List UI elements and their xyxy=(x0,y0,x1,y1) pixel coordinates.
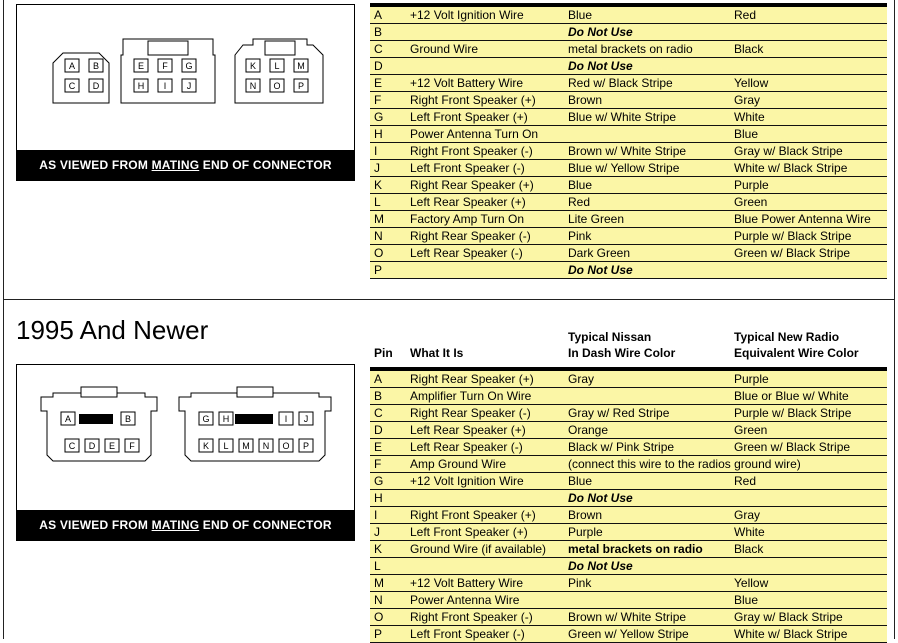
function-cell: Amplifier Turn On Wire xyxy=(410,389,532,403)
connector-drawing-1995-newer xyxy=(17,365,356,512)
function-cell: Factory Amp Turn On xyxy=(410,212,525,226)
table-row xyxy=(370,245,887,262)
do-not-use-cell: Do Not Use xyxy=(568,25,633,39)
connector-pin xyxy=(279,412,293,425)
table-row xyxy=(370,609,887,626)
connector-pin xyxy=(279,439,293,452)
table-row xyxy=(370,405,887,422)
radio-color-cell: Green w/ Black Stripe xyxy=(734,440,851,454)
table-row xyxy=(370,626,887,643)
table-row xyxy=(370,473,887,490)
pin-cell: B xyxy=(374,25,383,39)
pin-cell: O xyxy=(374,246,384,260)
radio-color-cell: Yellow xyxy=(734,576,769,590)
nissan-color-cell: Gray w/ Red Stripe xyxy=(568,406,670,420)
connector-pin xyxy=(125,439,139,452)
table-row xyxy=(370,524,887,541)
nissan-color-cell: Brown w/ White Stripe xyxy=(568,610,687,624)
caption-prefix: AS VIEWED FROM xyxy=(39,518,149,532)
nissan-color-cell: Orange xyxy=(568,423,609,437)
table-row xyxy=(370,109,887,126)
table-row xyxy=(370,7,887,24)
pin-label: C xyxy=(68,441,76,451)
header-radio-line1: Typical New Radio xyxy=(734,330,840,344)
pin-label: L xyxy=(274,61,280,71)
table-row xyxy=(370,58,887,75)
connector-pin xyxy=(294,79,308,92)
nissan-color-cell: Red xyxy=(568,195,591,209)
section-title: 1995 And Newer xyxy=(16,315,209,345)
connector-pin xyxy=(294,59,308,72)
nissan-color-cell: metal brackets on radio xyxy=(568,42,693,56)
radio-color-cell: White w/ Black Stripe xyxy=(734,161,848,175)
function-cell: Power Antenna Turn On xyxy=(410,127,539,141)
radio-color-cell: White xyxy=(734,110,765,124)
function-cell: Left Front Speaker (+) xyxy=(410,525,528,539)
table-row xyxy=(370,262,887,279)
pin-cell: L xyxy=(374,195,381,209)
note-cell: (connect this wire to the radios ground wire) xyxy=(568,457,801,471)
pin-cell: L xyxy=(374,559,381,573)
connector-pin xyxy=(219,412,233,425)
table-row xyxy=(370,160,887,177)
function-cell: Left Rear Speaker (-) xyxy=(410,440,523,454)
connector-pin xyxy=(246,59,260,72)
connector-pin xyxy=(158,79,172,92)
radio-color-cell: Gray xyxy=(734,508,761,522)
connector-pin xyxy=(182,59,196,72)
radio-color-cell: Green w/ Black Stripe xyxy=(734,246,851,260)
nissan-color-cell: Black w/ Pink Stripe xyxy=(568,440,675,454)
nissan-color-cell: Green w/ Yellow Stripe xyxy=(568,627,689,641)
caption-suffix: END OF CONNECTOR xyxy=(202,158,332,172)
table-header xyxy=(370,329,887,367)
connector-caption xyxy=(17,150,354,180)
pin-label: F xyxy=(162,61,168,71)
table-row xyxy=(370,75,887,92)
connector-pin xyxy=(259,439,273,452)
pin-cell: C xyxy=(374,42,383,56)
connector-pin xyxy=(105,439,119,452)
table-row xyxy=(370,371,887,388)
header-nissan-line1: Typical Nissan xyxy=(568,330,652,344)
pin-cell: O xyxy=(374,610,384,624)
table-body xyxy=(370,371,887,643)
radio-color-cell: Gray xyxy=(734,93,761,107)
radio-color-cell: Green xyxy=(734,423,768,437)
pin-label: N xyxy=(249,81,257,91)
pin-label: O xyxy=(282,441,290,451)
nissan-color-cell: Blue w/ White Stripe xyxy=(568,110,677,124)
connector-pin xyxy=(89,79,103,92)
pin-cell: E xyxy=(374,76,383,90)
radio-color-cell: Purple xyxy=(734,178,769,192)
radio-color-cell: Red xyxy=(734,474,757,488)
do-not-use-cell: Do Not Use xyxy=(568,491,633,505)
nissan-color-cell: Pink xyxy=(568,576,592,590)
pin-cell: G xyxy=(374,110,384,124)
table-row xyxy=(370,592,887,609)
function-cell: +12 Volt Ignition Wire xyxy=(410,474,524,488)
pin-label: M xyxy=(297,61,305,71)
connector-pin xyxy=(219,439,233,452)
connector-pin xyxy=(121,412,135,425)
radio-color-cell: Blue Power Antenna Wire xyxy=(734,212,871,226)
function-cell: Ground Wire xyxy=(410,42,479,56)
nissan-color-cell: Brown w/ White Stripe xyxy=(568,144,687,158)
table-row xyxy=(370,558,887,575)
connector-caption xyxy=(17,510,354,540)
connector-pin xyxy=(199,412,213,425)
pin-cell: D xyxy=(374,59,383,73)
radio-color-cell: Black xyxy=(734,42,764,56)
function-cell: Right Front Speaker (+) xyxy=(410,93,536,107)
function-cell: Ground Wire (if available) xyxy=(410,542,547,556)
table-row xyxy=(370,194,887,211)
pin-label: F xyxy=(129,441,135,451)
function-cell: Power Antenna Wire xyxy=(410,593,520,607)
connector-pin xyxy=(182,79,196,92)
pin-cell: I xyxy=(374,144,378,158)
pin-cell: D xyxy=(374,423,383,437)
pin-label: A xyxy=(68,61,76,71)
nissan-color-cell: Blue w/ Yellow Stripe xyxy=(568,161,680,175)
table-row xyxy=(370,24,887,41)
nissan-color-cell: Blue xyxy=(568,474,593,488)
function-cell: Amp Ground Wire xyxy=(410,457,507,471)
radio-color-cell: Green xyxy=(734,195,768,209)
connector-pin xyxy=(158,59,172,72)
radio-color-cell: Blue xyxy=(734,593,759,607)
table-body xyxy=(370,7,887,279)
header-pin: Pin xyxy=(374,346,393,360)
pin-cell: I xyxy=(374,508,378,522)
wiring-table-1995-newer xyxy=(370,329,887,643)
pin-label: H xyxy=(222,414,230,424)
function-cell: Right Front Speaker (+) xyxy=(410,508,536,522)
do-not-use-cell: Do Not Use xyxy=(568,559,633,573)
connector-pin xyxy=(270,59,284,72)
pin-cell: E xyxy=(374,440,383,454)
nissan-color-cell: Pink xyxy=(568,229,592,243)
nissan-color-cell: Blue xyxy=(568,8,593,22)
nissan-color-cell: Gray xyxy=(568,372,595,386)
caption-prefix: AS VIEWED FROM xyxy=(39,158,149,172)
pin-label: H xyxy=(137,81,145,91)
connector-diagram-1995-newer xyxy=(16,364,355,541)
nissan-color-cell: Purple xyxy=(568,525,603,539)
radio-color-cell: Gray w/ Black Stripe xyxy=(734,144,843,158)
connector-pin xyxy=(270,79,284,92)
function-cell: Left Rear Speaker (-) xyxy=(410,246,523,260)
do-not-use-cell: Do Not Use xyxy=(568,263,633,277)
caption-emphasis: MATING xyxy=(151,518,200,532)
function-cell: Left Rear Speaker (+) xyxy=(410,423,526,437)
pin-cell: F xyxy=(374,93,382,107)
pin-cell: P xyxy=(374,263,383,277)
table-row xyxy=(370,92,887,109)
function-cell: Right Rear Speaker (+) xyxy=(410,178,534,192)
pin-cell: N xyxy=(374,229,383,243)
connector-pin xyxy=(65,79,79,92)
pin-cell: J xyxy=(374,161,380,175)
table-row xyxy=(370,143,887,160)
pin-cell: G xyxy=(374,474,384,488)
pin-label: D xyxy=(88,441,96,451)
connector-pin xyxy=(65,439,79,452)
pin-cell: A xyxy=(374,8,383,22)
pin-cell: B xyxy=(374,389,383,403)
radio-color-cell: Yellow xyxy=(734,76,769,90)
table-row xyxy=(370,541,887,558)
connector-drawing-pre-1995 xyxy=(17,5,356,152)
table-row xyxy=(370,388,887,405)
radio-color-cell: Purple w/ Black Stripe xyxy=(734,406,852,420)
table-row xyxy=(370,422,887,439)
radio-color-cell: White xyxy=(734,525,765,539)
table-row xyxy=(370,439,887,456)
function-cell: +12 Volt Battery Wire xyxy=(410,76,524,90)
function-cell: +12 Volt Battery Wire xyxy=(410,576,524,590)
function-cell: Left Rear Speaker (+) xyxy=(410,195,526,209)
pin-cell: J xyxy=(374,525,380,539)
connector-pin xyxy=(199,439,213,452)
pin-label: D xyxy=(92,81,100,91)
pin-label: E xyxy=(108,441,116,451)
pin-label: L xyxy=(223,441,229,451)
nissan-color-cell: Blue xyxy=(568,178,593,192)
table-row xyxy=(370,177,887,194)
do-not-use-cell: Do Not Use xyxy=(568,59,633,73)
pin-label: P xyxy=(297,81,305,91)
radio-color-cell: Black xyxy=(734,542,764,556)
pin-label: B xyxy=(92,61,100,71)
pin-cell: M xyxy=(374,212,384,226)
caption-emphasis: MATING xyxy=(151,158,200,172)
table-row xyxy=(370,41,887,58)
pin-label: E xyxy=(137,61,145,71)
pin-label: J xyxy=(186,81,192,91)
function-cell: Right Front Speaker (-) xyxy=(410,610,533,624)
connector-pin xyxy=(134,79,148,92)
nissan-color-cell: Brown xyxy=(568,508,603,522)
function-cell: Right Rear Speaker (+) xyxy=(410,372,534,386)
connector-pin xyxy=(299,412,313,425)
function-cell: Left Front Speaker (-) xyxy=(410,627,525,641)
pin-label: I xyxy=(163,81,167,91)
function-cell: Left Front Speaker (-) xyxy=(410,161,525,175)
pin-label: O xyxy=(273,81,281,91)
function-cell: Left Front Speaker (+) xyxy=(410,110,528,124)
pin-label: G xyxy=(185,61,193,71)
connector-pin xyxy=(85,439,99,452)
nissan-color-cell: Red w/ Black Stripe xyxy=(568,76,673,90)
nissan-color-cell: metal brackets on radio xyxy=(568,542,703,556)
radio-color-cell: Blue or Blue w/ White xyxy=(734,389,849,403)
pin-cell: M xyxy=(374,576,384,590)
connector-pin xyxy=(134,59,148,72)
radio-color-cell: Gray w/ Black Stripe xyxy=(734,610,843,624)
function-cell: Right Rear Speaker (-) xyxy=(410,406,531,420)
caption-suffix: END OF CONNECTOR xyxy=(202,518,332,532)
pin-cell: K xyxy=(374,178,383,192)
function-cell: Right Rear Speaker (-) xyxy=(410,229,531,243)
pin-cell: F xyxy=(374,457,382,471)
pin-label: C xyxy=(68,81,76,91)
pin-cell: H xyxy=(374,127,383,141)
radio-color-cell: Purple w/ Black Stripe xyxy=(734,229,852,243)
radio-color-cell: White w/ Black Stripe xyxy=(734,627,848,641)
table-row xyxy=(370,126,887,143)
table-row xyxy=(370,507,887,524)
header-what: What It Is xyxy=(410,346,464,360)
pin-cell: C xyxy=(374,406,383,420)
pin-label: J xyxy=(303,414,309,424)
pin-label: N xyxy=(262,441,270,451)
table-row xyxy=(370,211,887,228)
table-row xyxy=(370,575,887,592)
pin-label: K xyxy=(249,61,257,71)
radio-color-cell: Purple xyxy=(734,372,769,386)
table-row xyxy=(370,228,887,245)
pin-label: P xyxy=(302,441,310,451)
header-nissan-line2: In Dash Wire Color xyxy=(568,346,676,360)
function-cell: +12 Volt Ignition Wire xyxy=(410,8,524,22)
header-radio-line2: Equivalent Wire Color xyxy=(734,346,859,360)
nissan-color-cell: Dark Green xyxy=(568,246,631,260)
connector-pin xyxy=(246,79,260,92)
pin-label: K xyxy=(202,441,210,451)
connector-pin xyxy=(61,412,75,425)
function-cell: Right Front Speaker (-) xyxy=(410,144,533,158)
pin-label: M xyxy=(242,441,250,451)
table-row xyxy=(370,456,887,473)
table-row xyxy=(370,490,887,507)
wiring-table-pre-1995 xyxy=(370,3,887,279)
connector-pin xyxy=(239,439,253,452)
connector-pin xyxy=(299,439,313,452)
connector-diagram-pre-1995 xyxy=(16,4,355,181)
nissan-color-cell: Brown xyxy=(568,93,603,107)
nissan-color-cell: Lite Green xyxy=(568,212,625,226)
radio-color-cell: Blue xyxy=(734,127,759,141)
pin-cell: P xyxy=(374,627,383,641)
connector-pin xyxy=(65,59,79,72)
pin-cell: A xyxy=(374,372,383,386)
pin-cell: K xyxy=(374,542,383,556)
pin-label: G xyxy=(202,414,210,424)
pin-cell: H xyxy=(374,491,383,505)
pin-cell: N xyxy=(374,593,383,607)
pin-label: B xyxy=(124,414,132,424)
radio-color-cell: Red xyxy=(734,8,757,22)
pin-label: A xyxy=(64,414,72,424)
pin-label: I xyxy=(284,414,288,424)
connector-pin xyxy=(89,59,103,72)
